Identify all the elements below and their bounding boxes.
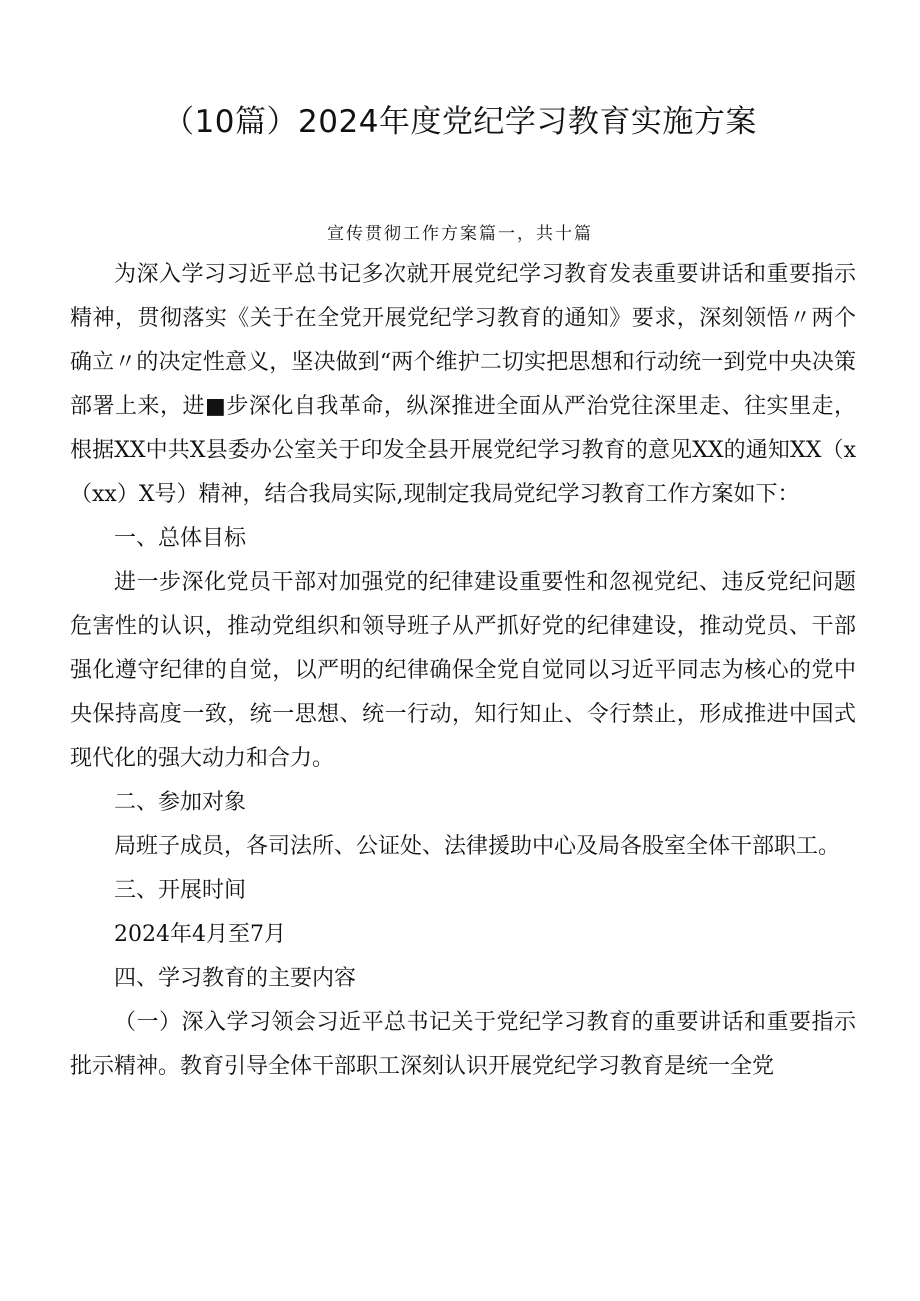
time-paragraph: 2024年4月至7月 (114, 922, 286, 947)
document-title: （10篇）2024年度党纪学习教育实施方案 (163, 104, 757, 140)
section-heading-goals: 一、总体目标 (114, 526, 247, 551)
content-paragraph: （一）深入学习领会习近平总书记关于党纪学习教育的重要讲话和重要指示批示精神。教育引导全体干部职工深刻认识开展党纪学习教育是统一全党 (70, 1010, 856, 1079)
participants-paragraph: 局班子成员，各司法所、公证处、法律援助中心及局各股室全体干部职工。 (114, 834, 841, 859)
section-heading-participants: 二、参加对象 (114, 790, 247, 815)
goals-paragraph: 进一步深化党员干部对加强党的纪律建设重要性和忽视党纪、违反党纪问题危害性的认识，推动党组织和领导班子从严抓好党的纪律建设，推动党员、干部强化遵守纪律的自觉，以严明的纪律确保全党自觉同以习近平同志为核心的党中央保持高度一致，统一思想、统一行动，知行知止、令行禁止，形成推进中国式现代化的强大动力和合力。 (70, 570, 856, 771)
section-heading-time: 三、开展时间 (114, 878, 247, 903)
document-body (70, 253, 856, 1089)
intro-paragraph: 为深入学习习近平总书记多次就开展党纪学习教育发表重要讲话和重要指示精神，贯彻落实《关于在全党开展党纪学习教育的通知》要求，深刻领悟〃两个确立〃的决定性意义，坚决做到“两个维护二切实把思想和行动统一到党中央决策部署上来，进■步深化自我革命，纵深推进全面从严治党往深里走、往实里走，根据XX中共X县委办公室关于印发全县开展党纪学习教育的意见XX的通知XX（x（xx）X号）精神，结合我局实际,现制定我局党纪学习教育工作方案如下： (70, 262, 856, 507)
section-heading-content: 四、学习教育的主要内容 (114, 966, 357, 991)
document-subtitle: 宣传贯彻工作方案篇一，共十篇 (327, 224, 593, 244)
